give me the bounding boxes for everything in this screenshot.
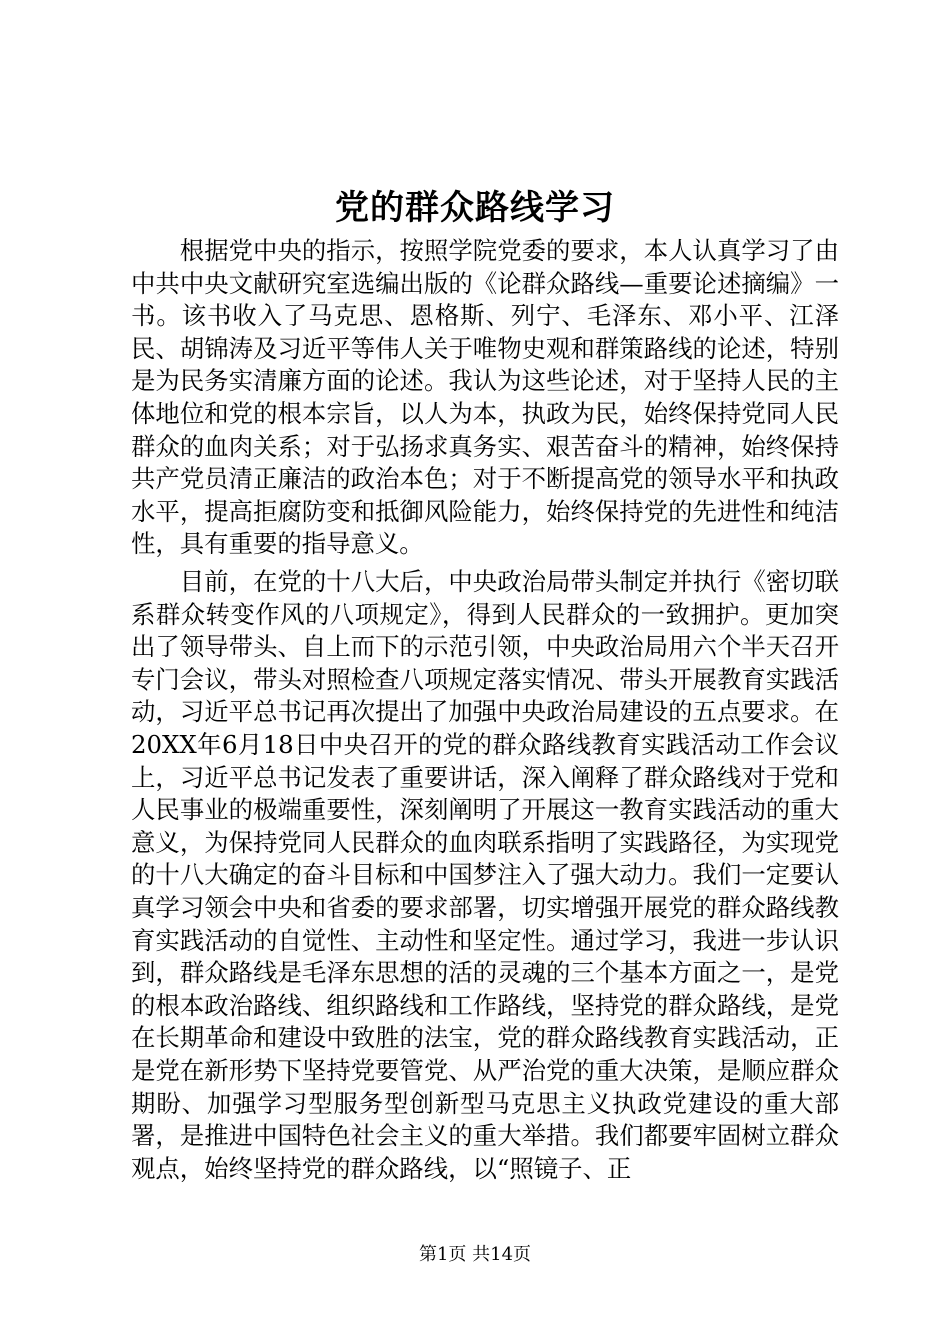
document-title: 党的群众路线学习 xyxy=(335,188,615,228)
body-paragraph-2: 目前，在党的十八大后，中央政治局带头制定并执行《密切联系群众转变作风的八项规定》，得到人民群众的一致拥护。更加突出了领导带头、自上而下的示范引领，中央政治局用六个半天召开专门会议，带头对照检查八项规定落实情况、带头开展教育实践活动，习近平总书记再次提出了加强中央政治局建设的五点要求。在20XX年6月18日中央召开的党的群众路线教育实践活动工作会议上，习近平总书记发表了重要讲话，深入阐释了群众路线对于党和人民事业的极端重要性，深刻阐明了开展这一教育实践活动的重大意义，为保持党同人民群众的血肉联系指明了实践路径，为实现党的十八大确定的奋斗目标和中国梦注入了强大动力。我们一定要认真学习领会中央和省委的要求部署，切实增强开展党的群众路线教育实践活动的自觉性、主动性和坚定性。通过学习，我进一步认识到，群众路线是毛泽东思想的活的灵魂的三个基本方面之一，是党的根本政治路线、组织路线和工作路线，坚持党的群众路线，是党在长期革命和建设中致胜的法宝，党的群众路线教育实践活动，正是党在新形势下坚持党要管党、从严治党的重大决策，是顺应群众期盼、加强学习型服务型创新型马克思主义执政党建设的重大部署，是推进中国特色社会主义的重大举措。我们都要牢固树立群众观点，始终坚持党的群众路线，以“照镜子、正 xyxy=(131,567,839,1183)
page-number-footer: 第1页 共14页 xyxy=(418,1244,532,1265)
body-paragraph-1: 根据党中央的指示，按照学院党委的要求，本人认真学习了由中共中央文献研究室选编出版的《论群众路线—重要论述摘编》一书。该书收入了马克思、恩格斯、列宁、毛泽东、邓小平、江泽民、胡锦涛及习近平等伟人关于唯物史观和群策路线的论述，特别是为民务实清廉方面的论述。我认为这些论述，对于坚持人民的主体地位和党的根本宗旨，以人为本，执政为民，始终保持党同人民群众的血肉关系；对于弘扬求真务实、艰苦奋斗的精神，始终保持共产党员清正廉洁的政治本色；对于不断提高党的领导水平和执政水平，提高拒腐防变和抵御风险能力，始终保持党的先进性和纯洁性，具有重要的指导意义。 xyxy=(131,236,839,559)
